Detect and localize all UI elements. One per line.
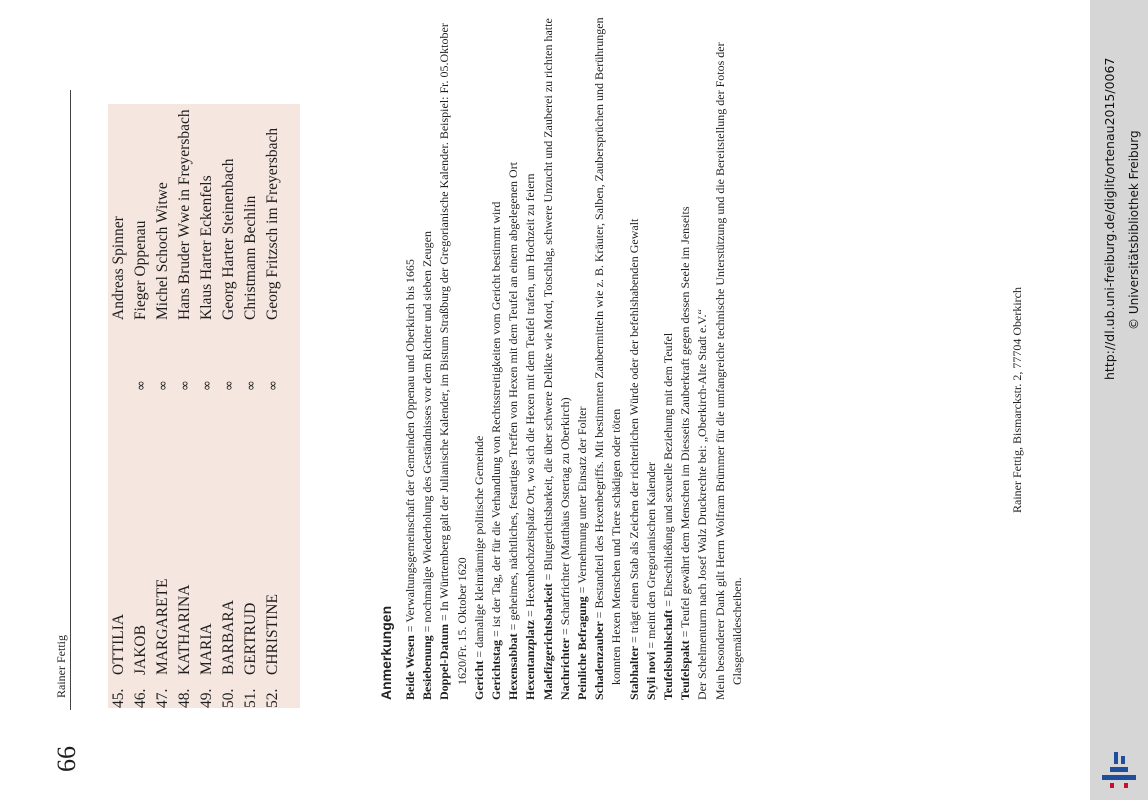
annotation-text: = Hexenhochzeitsplatz Ort, wo sich die Hexen mit dem Teufel trafen, um Hochzeit zu feiern [523, 173, 538, 620]
marriage-symbol: ∞ [266, 380, 281, 391]
annotation-term: Peinliche Befragung [575, 596, 590, 700]
annotation-term: Hexentanzplatz [523, 620, 538, 700]
annotation-item [643, 0, 660, 700]
ub-freiburg-logo-icon [1096, 744, 1142, 794]
table-row [264, 104, 286, 708]
annotation-term: Besiebenung [420, 635, 435, 700]
table-row [110, 104, 132, 708]
table-row [220, 104, 242, 708]
spouse-name: Christmann Bechlin [242, 195, 259, 320]
rotated-sidebar-content [1090, 0, 1148, 800]
annotation-item [505, 0, 522, 700]
annotation-item [660, 0, 677, 700]
marriage-symbol: ∞ [178, 380, 193, 391]
spouse-name: Georg Fritzsch im Freyersbach [264, 127, 281, 320]
acknowledgement-line [712, 0, 746, 700]
annotation-term: Teufelspakt [678, 640, 693, 700]
child-name: BARBARA [220, 600, 237, 675]
annotation-text: = Teufel gewährt dem Menschen im Diesseits Zauberkraft gegen dessen Seele im Jenseits [678, 206, 693, 641]
table-row [242, 104, 264, 708]
annotation-item [557, 0, 574, 700]
annotation-text: = Scharfrichter (Matthäus Ostertag zu Oberkirch) [557, 397, 572, 639]
annotation-term: Gericht [471, 660, 486, 700]
child-name: GERTRUD [242, 602, 259, 675]
child-name: CHRISTINE [264, 594, 281, 675]
annotations-heading: Anmerkungen [378, 605, 394, 700]
annotation-item [522, 0, 539, 700]
annotation-text: = Verwaltungsgemeinschaft der Gemeinden Oppenau und Oberkirch bis 1665 [403, 259, 417, 636]
table-row [198, 104, 220, 708]
row-number: 50. [220, 688, 237, 708]
child-name: OTTILIA [110, 613, 127, 675]
marriage-symbol: ∞ [222, 380, 237, 391]
annotation-term: Teufelsbuhlschaft [661, 609, 676, 700]
child-name: MARGARETE [154, 578, 171, 675]
row-number: 47. [154, 688, 171, 708]
annotation-term: Hexensabbat [506, 633, 521, 700]
spouse-name: Michel Schoch Witwe [154, 182, 171, 320]
header-rule [70, 90, 71, 710]
annotation-text: = damalige kleinräumige politische Gemeinde [471, 435, 486, 661]
row-number: 52. [264, 688, 281, 708]
document-url[interactable]: http://dl.ub.uni-freiburg.de/diglit/ortenau2015/0067 [1102, 57, 1117, 380]
spouse-name: Georg Harter Steinenbach [220, 158, 237, 320]
annotation-text: = geheimes, nächtliches, festartiges Treffen von Hexen mit dem Teufel an einem abgelegenen Ort [506, 161, 521, 634]
annotation-text: = Eheschließung und sexuelle Beziehung mit dem Teufel [661, 332, 676, 610]
annotation-text: = Blutgerichtsbarkeit, die über schwere Delikte wie Mord, Totschlag, schwere Unzucht und Zauberei zu richten hatte [540, 18, 555, 584]
annotation-term: Styli novi [643, 651, 658, 700]
annotation-item [677, 0, 694, 700]
annotation-item [591, 0, 625, 700]
marriage-symbol: ∞ [156, 380, 171, 391]
annotation-item [436, 0, 470, 700]
annotation-item [488, 0, 505, 700]
table-row [154, 104, 176, 708]
annotation-term: Schadenzauber [592, 621, 607, 700]
marriage-symbol: ∞ [134, 380, 149, 391]
row-number: 49. [198, 688, 215, 708]
library-sidebar [1090, 0, 1148, 800]
child-name: KATHARINA [176, 584, 193, 675]
annotation-text: = ist der Tag, der für die Verhandlung von Rechtsstreitigkeiten vom Gericht bestimmt wird [489, 201, 504, 641]
row-number: 48. [176, 688, 193, 708]
annotation-item [540, 0, 557, 700]
copyright-notice: © Universitätsbibliothek Freiburg [1127, 130, 1141, 330]
annotation-item [419, 0, 436, 700]
child-name: MARIA [198, 623, 215, 675]
row-number: 46. [132, 688, 149, 708]
spouse-name: Fieger Oppenau [132, 220, 149, 320]
annotation-item [574, 0, 591, 700]
annotation-item [471, 0, 488, 700]
annotation-text: = Vernehmung unter Einsatz der Folter [575, 406, 590, 597]
child-name: JAKOB [132, 625, 149, 675]
spouse-name: Hans Bruder Wwe in Freyersbach [176, 109, 193, 320]
annotation-term: Gerichtstag [489, 640, 504, 700]
table-row [132, 104, 154, 708]
annotations-list [402, 0, 746, 700]
annotation-term: Stabhalter [626, 646, 641, 700]
annotation-term: Doppel-Datum [437, 623, 452, 700]
table-row [176, 104, 198, 708]
spouse-name: Andreas Spinner [110, 216, 127, 320]
children-table [108, 104, 300, 708]
annotation-term: Malefizgerichtsbarkeit [540, 583, 555, 700]
marriage-symbol: ∞ [244, 380, 259, 391]
credit-text: Der Schelmenturm nach Josef Walz Druckrechte bei: „Oberkirch-Alte Stadt e.V.“ [695, 309, 710, 700]
annotation-text: = meint den Gregorianischen Kalender [643, 461, 658, 652]
row-number: 45. [110, 688, 127, 708]
spouse-name: Klaus Harter Eckenfels [198, 175, 215, 320]
page-number: 66 [52, 746, 81, 772]
annotation-text: = Bestandteil des Hexenbegriffs. Mit bestimmten Zaubermitteln wie z. B. Kräuter, Salben, Zaubersprüchen und Berührungen konnten Hexen Menschen und Tiere schädigen oder töten [592, 17, 624, 685]
annotation-text: = nochmalige Wiederholung des Geständnisses vor dem Richter und sieben Zeugen [420, 231, 435, 636]
marriage-symbol: ∞ [200, 380, 215, 391]
annotation-text: = trägt einen Stab als Zeichen der richterlichen Würde oder der befehlshabenden Gewalt [626, 218, 641, 646]
annotation-term: Nachrichter [557, 638, 572, 700]
credit-line [694, 0, 711, 700]
acknowledgement-text: Mein besonderer Dank gilt Herrn Wolfram Brümmer für die umfangreiche technische Unterstützung und die Bereitstellung der Fotos der Glasgemäldescheiben. [712, 42, 744, 700]
row-number: 51. [242, 688, 259, 708]
author-address: Rainer Fettig, Bismarckstr. 2, 77704 Oberkirch [1010, 287, 1024, 513]
annotation-item [626, 0, 643, 700]
annotation-item [402, 0, 419, 700]
annotation-term: Beide Wesen [403, 635, 417, 700]
running-header-author: Rainer Fettig [54, 635, 68, 698]
annotation-text: = In Württemberg galt der Julianische Kalender, im Bistum Straßburg der Gregorianische Kalender. Beispiel: Fr. 05.Oktober 1620/Fr. 15. Oktober 1620 [437, 23, 469, 685]
